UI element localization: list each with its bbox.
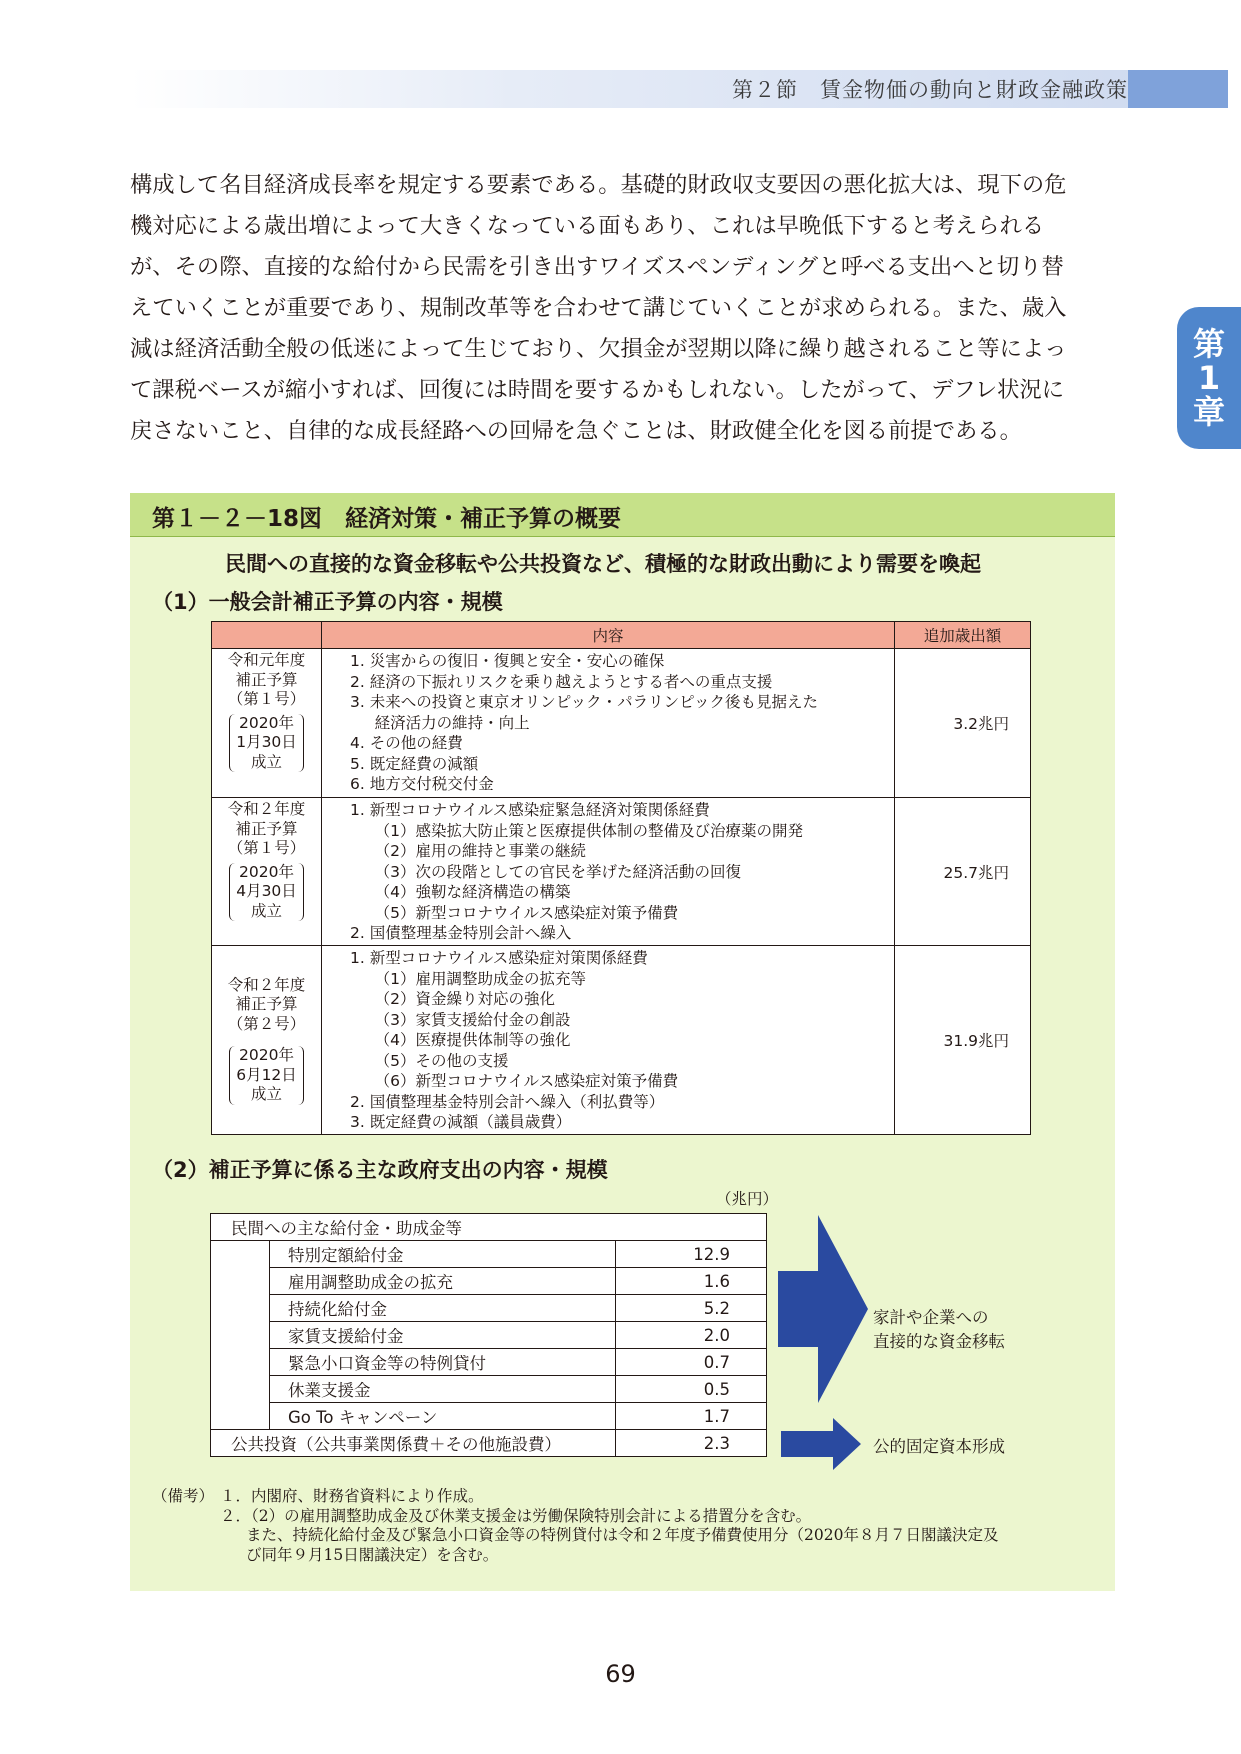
enactment-year: 2020年 (239, 1046, 294, 1064)
transfer-label-line: 直接的な資金移転 (873, 1332, 1005, 1351)
note-line: また、持続化給付金及び緊急小口資金等の特例貸付は令和２年度予備費使用分（2020年８月７日閣議決定及 (246, 1526, 999, 1544)
enactment-date-bracket (229, 714, 304, 773)
budget-item: （3）家賃支援給付金の創設 (350, 1010, 571, 1029)
table-row (212, 649, 1031, 798)
table-row (211, 1268, 767, 1295)
enactment-date-bracket (229, 1046, 304, 1105)
header-accent-block (1128, 70, 1228, 108)
budget-amount: 25.7兆円 (895, 798, 1031, 946)
budget-name-line: 令和２年度 (227, 800, 306, 818)
body-line: えていくことが重要であり、規制改革等を合わせて講じていくことが求められる。また、歳入 (130, 295, 1067, 321)
budget-item: 6. 地方交付税交付金 (350, 775, 494, 793)
budget-item: 3. 未来への投資と東京オリンピック・パラリンピック後も見据えた (350, 693, 818, 711)
notes-prefix: （備考） (152, 1487, 215, 1505)
budget-item: （5）新型コロナウイルス感染症対策予備費 (350, 903, 679, 922)
table-row (211, 1376, 767, 1403)
budget-name-line: （第１号） (227, 839, 306, 857)
table-header-row (212, 622, 1031, 649)
table-row (211, 1214, 767, 1241)
table-row (211, 1322, 767, 1349)
budget-item: （2）資金繰り対応の強化 (350, 990, 555, 1008)
budget-name-line: 令和元年度 (227, 651, 306, 669)
body-line: て課税ベースが縮小すれば、回復には時間を要するかもしれない。したがって、デフレ状況に (130, 377, 1065, 403)
table-row (211, 1241, 767, 1268)
enactment-date-bracket (229, 863, 304, 922)
unit-label: （兆円） (716, 1190, 779, 1208)
table-row (212, 798, 1031, 946)
chapter-tab-line3: 章 (1192, 393, 1225, 431)
budget-item: （6）新型コロナウイルス感染症対策予備費 (350, 1072, 679, 1090)
budget-item: （5）その他の支援 (350, 1051, 509, 1070)
body-line: が、その際、直接的な給付から民需を引き出すワイズスペンディングと呼べる支出へと切り替 (130, 254, 1064, 280)
budget-name-line: （第２号） (227, 1014, 306, 1033)
spending-value: 12.9 (616, 1241, 767, 1268)
budget-item: （1）雇用調整助成金の拡充等 (350, 969, 586, 988)
enactment-status: 成立 (250, 1085, 282, 1103)
page-number: 69 (605, 1660, 636, 1688)
budget-items-cell (322, 649, 895, 798)
note-line: び同年９月15日閣議決定）を含む。 (246, 1545, 499, 1564)
spending-label: 雇用調整助成金の拡充 (270, 1268, 616, 1295)
spending-label: 特別定額給付金 (270, 1241, 616, 1268)
body-line: 減は経済活動全般の低迷によって生じており、欠損金が翌期以降に繰り越されること等によっ (130, 336, 1067, 362)
budget-name-line: 補正予算 (235, 995, 298, 1013)
budget-item: （2）雇用の維持と事業の継続 (350, 842, 586, 860)
budget-amount: 3.2兆円 (895, 649, 1031, 798)
budget-item: 2. 国債整理基金特別会計へ繰入（利払費等） (350, 1092, 665, 1111)
category-cell: 民間への主な給付金・助成金等 (211, 1214, 767, 1241)
spending-value: 2.0 (616, 1322, 767, 1349)
budget-item: 3. 既定経費の減額（議員歳費） (350, 1113, 572, 1131)
body-line: 構成して名目経済成長率を規定する要素である。基礎的財政収支要因の悪化拡大は、現下の危 (130, 172, 1067, 198)
budget-item: 2. 国債整理基金特別会計へ繰入 (350, 924, 572, 942)
capital-formation-label: 公的固定資本形成 (873, 1437, 1005, 1456)
transfer-label-line: 家計や企業への (873, 1308, 989, 1327)
spending-table (210, 1213, 767, 1457)
budget-item: （3）次の段階としての官民を挙げた経済活動の回復 (350, 862, 741, 881)
spending-label: 休業支援金 (270, 1376, 616, 1403)
header-content: 内容 (322, 622, 895, 649)
budget-name-line: 令和２年度 (227, 975, 306, 994)
table-row (211, 1295, 767, 1322)
section-title: 第２節 賃金物価の動向と財政金融政策 (732, 78, 1128, 102)
budget-item: （1）感染拡大防止策と医療提供体制の整備及び治療薬の開発 (350, 821, 803, 840)
spending-value: 0.7 (616, 1349, 767, 1376)
budget-amount: 31.9兆円 (895, 946, 1031, 1135)
budget-item: 2. 経済の下振れリスクを乗り越えようとする者への重点支援 (350, 672, 773, 691)
budget-item: （4）医療提供体制等の強化 (350, 1031, 571, 1049)
public-investment-label: 公共投資（公共事業関係費＋その他施設費） (211, 1430, 616, 1457)
chapter-tab-line1: 第 (1192, 325, 1225, 363)
budget-item: 5. 既定経費の減額 (350, 754, 479, 773)
page-header (130, 70, 1228, 108)
chapter-tab[interactable] (1177, 307, 1241, 449)
chapter-tab-line2: 1 (1197, 359, 1221, 397)
header-empty (212, 622, 322, 649)
budget-item: 1. 災害からの復旧・復興と安全・安心の確保 (350, 652, 665, 670)
enactment-status: 成立 (250, 752, 282, 771)
enactment-day: 4月30日 (236, 882, 297, 900)
spending-label: Go To キャンペーン (270, 1403, 616, 1430)
notes-body (220, 1487, 998, 1565)
small-right-arrow-icon (781, 1418, 861, 1478)
budget-item: 1. 新型コロナウイルス感染症緊急経済対策関係経費 (350, 801, 710, 819)
table-row (211, 1349, 767, 1376)
spending-label: 家賃支援給付金 (270, 1322, 616, 1349)
figure-title: 第１－２－18図 経済対策・補正予算の概要 (152, 506, 622, 532)
spending-value: 1.6 (616, 1268, 767, 1295)
figure-subtitle: 民間への直接的な資金移転や公共投資など、積極的な財政出動により需要を喚起 (225, 552, 981, 576)
budget-name-line: （第１号） (227, 690, 306, 708)
section2-heading: （2）補正予算に係る主な政府支出の内容・規模 (152, 1158, 608, 1182)
spending-label: 緊急小口資金等の特例貸付 (270, 1349, 616, 1376)
table-row (212, 946, 1031, 1135)
header-amount: 追加歳出額 (895, 622, 1031, 649)
budget-item: （4）強靭な経済構造の構築 (350, 883, 571, 901)
budget-name-cell (212, 798, 322, 946)
budget-name-line: 補正予算 (235, 670, 298, 689)
public-investment-value: 2.3 (616, 1430, 767, 1457)
budget-name-line: 補正予算 (235, 819, 298, 838)
spending-value: 5.2 (616, 1295, 767, 1322)
budget-item: 1. 新型コロナウイルス感染症対策関係経費 (350, 949, 648, 967)
budget-table (211, 621, 1031, 1135)
enactment-year: 2020年 (239, 862, 294, 881)
body-line: 機対応による歳出増によって大きくなっている面もあり、これは早晩低下すると考えられる (130, 213, 1045, 239)
budget-items-cell (322, 946, 895, 1135)
indent-cell (211, 1241, 270, 1430)
budget-item: 経済活力の維持・向上 (350, 713, 530, 732)
enactment-year: 2020年 (239, 713, 294, 732)
enactment-day: 6月12日 (236, 1065, 297, 1084)
table-row (211, 1403, 767, 1430)
note-line: １．内閣府、財務省資料により作成。 (220, 1487, 484, 1505)
table-row (211, 1430, 767, 1457)
section1-heading: （1）一般会計補正予算の内容・規模 (152, 590, 503, 614)
spending-label: 持続化給付金 (270, 1295, 616, 1322)
transfer-label (873, 1306, 1005, 1354)
body-line: 戻さないこと、自律的な成長経路への回帰を急ぐことは、財政健全化を図る前提である。 (130, 418, 1022, 444)
budget-item: 4. その他の経費 (350, 734, 463, 752)
enactment-status: 成立 (250, 901, 282, 920)
budget-name-cell (212, 649, 322, 798)
spending-value: 0.5 (616, 1376, 767, 1403)
enactment-day: 1月30日 (236, 733, 297, 751)
spending-value: 1.7 (616, 1403, 767, 1430)
note-line: ２．（2）の雇用調整助成金及び休業支援金は労働保険特別会計による措置分を含む。 (220, 1506, 812, 1525)
body-paragraph (130, 165, 1115, 452)
budget-name-cell (212, 946, 322, 1135)
budget-items-cell (322, 798, 895, 946)
figure-title-bar (130, 493, 1115, 537)
